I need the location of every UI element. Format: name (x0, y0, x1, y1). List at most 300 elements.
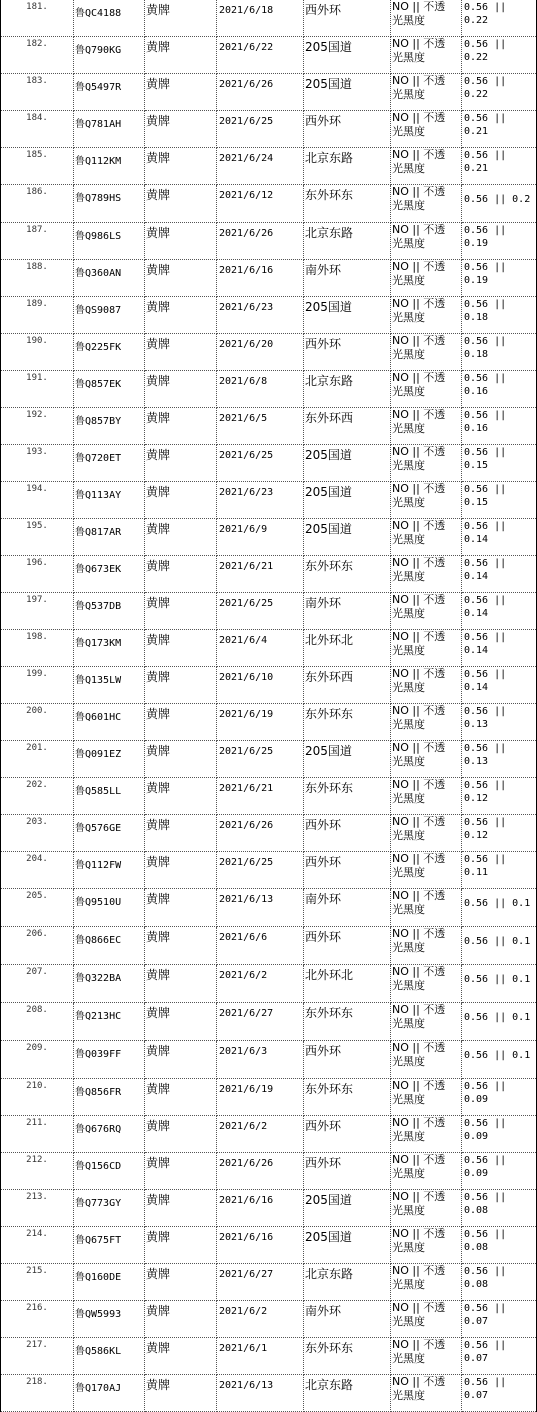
inspection-note-line2: 光黑度 (392, 1389, 425, 1402)
measure-value (462, 482, 537, 519)
plate-number: 鲁Q173KM (74, 630, 145, 667)
inspection-note-line2: 光黑度 (392, 644, 425, 657)
plate-color: 黄牌 (145, 482, 217, 519)
row-index: 211. (1, 1116, 74, 1153)
measure-value (462, 1338, 537, 1375)
measure-value-line1: 0.56 || (464, 632, 507, 643)
inspection-note (391, 223, 462, 260)
record-date: 2021/6/2 (217, 1301, 304, 1338)
measure-value-line1: 0.56 || (464, 225, 507, 236)
plate-color: 黄牌 (145, 1227, 217, 1264)
measure-value (462, 408, 537, 445)
measure-value (462, 1041, 537, 1079)
measure-value (462, 593, 537, 630)
inspection-note (391, 704, 462, 741)
inspection-note (391, 1190, 462, 1227)
inspection-note (391, 111, 462, 148)
inspection-note (391, 1153, 462, 1190)
table-row (1, 1227, 537, 1264)
row-index: 208. (1, 1003, 74, 1041)
plate-number: 鲁Q170AJ (74, 1375, 145, 1412)
inspection-note-line1: NO || 不透 (392, 408, 446, 421)
plate-number: 鲁Q112FW (74, 852, 145, 889)
inspection-note-line1: NO || 不透 (392, 1153, 446, 1166)
measure-value-line1: 0.56 || 0.1 (464, 898, 531, 909)
road-name: 南外环 (304, 889, 391, 927)
measure-value (462, 1116, 537, 1153)
road-name: 东外环东 (304, 1079, 391, 1116)
record-date: 2021/6/12 (217, 185, 304, 223)
record-date: 2021/6/25 (217, 111, 304, 148)
table-row (1, 1264, 537, 1301)
inspection-note (391, 297, 462, 334)
measure-value-line1: 0.56 || (464, 780, 507, 791)
row-index: 188. (1, 260, 74, 297)
road-name: 西外环 (304, 0, 391, 37)
record-date: 2021/6/3 (217, 1041, 304, 1079)
inspection-note (391, 0, 462, 37)
record-date: 2021/6/27 (217, 1003, 304, 1041)
inspection-note (391, 408, 462, 445)
record-date: 2021/6/1 (217, 1338, 304, 1375)
record-date: 2021/6/19 (217, 704, 304, 741)
plate-number: 鲁Q113AY (74, 482, 145, 519)
measure-value (462, 667, 537, 704)
record-date: 2021/6/2 (217, 965, 304, 1003)
row-index: 192. (1, 408, 74, 445)
inspection-note (391, 593, 462, 630)
inspection-note-line1: NO || 不透 (392, 111, 446, 124)
row-index: 207. (1, 965, 74, 1003)
inspection-note-line1: NO || 不透 (392, 223, 446, 236)
row-index: 194. (1, 482, 74, 519)
table-row (1, 1375, 537, 1412)
inspection-note-line1: NO || 不透 (392, 1116, 446, 1129)
plate-number: 鲁Q360AN (74, 260, 145, 297)
road-name: 205国道 (304, 74, 391, 111)
inspection-note-line2: 光黑度 (392, 941, 425, 954)
plate-number: 鲁Q112KM (74, 148, 145, 185)
plate-color: 黄牌 (145, 408, 217, 445)
table-row (1, 1301, 537, 1338)
inspection-note (391, 927, 462, 965)
inspection-note-line1: NO || 不透 (392, 630, 446, 643)
row-index: 214. (1, 1227, 74, 1264)
inspection-note-line2: 光黑度 (392, 1352, 425, 1365)
road-name: 西外环 (304, 334, 391, 371)
road-name: 西外环 (304, 111, 391, 148)
measure-value-line2: 0.14 (464, 571, 489, 582)
plate-number: 鲁Q675FT (74, 1227, 145, 1264)
inspection-note (391, 1227, 462, 1264)
table-row (1, 408, 537, 445)
measure-value (462, 815, 537, 852)
plate-color: 黄牌 (145, 334, 217, 371)
measure-value (462, 1003, 537, 1041)
inspection-note-line1: NO || 不透 (392, 1079, 446, 1092)
road-name: 北外环北 (304, 965, 391, 1003)
road-name: 东外环东 (304, 556, 391, 593)
row-index: 199. (1, 667, 74, 704)
table-row (1, 1079, 537, 1116)
measure-value-line2: 0.12 (464, 793, 489, 804)
inspection-note-line1: NO || 不透 (392, 667, 446, 680)
road-name: 东外环东 (304, 1338, 391, 1375)
measure-value-line2: 0.08 (464, 1279, 489, 1290)
inspection-note-line1: NO || 不透 (392, 593, 446, 606)
record-date: 2021/6/19 (217, 1079, 304, 1116)
table-row (1, 519, 537, 556)
measure-value-line1: 0.56 || (464, 336, 507, 347)
inspection-note-line2: 光黑度 (392, 1130, 425, 1143)
measure-value-line2: 0.14 (464, 682, 489, 693)
measure-value-line2: 0.21 (464, 163, 489, 174)
record-date: 2021/6/27 (217, 1264, 304, 1301)
inspection-note-line1: NO || 不透 (392, 704, 446, 717)
inspection-note-line2: 光黑度 (392, 570, 425, 583)
measure-value-line1: 0.56 || (464, 706, 507, 717)
plate-number: 鲁Q790KG (74, 37, 145, 74)
inspection-note-line2: 光黑度 (392, 496, 425, 509)
measure-value-line2: 0.19 (464, 275, 489, 286)
plate-number: 鲁Q720ET (74, 445, 145, 482)
record-date: 2021/6/25 (217, 593, 304, 630)
inspection-note (391, 889, 462, 927)
measure-value-line1: 0.56 || (464, 484, 507, 495)
inspection-note (391, 371, 462, 408)
record-date: 2021/6/13 (217, 889, 304, 927)
measure-value-line1: 0.56 || (464, 373, 507, 384)
record-date: 2021/6/26 (217, 815, 304, 852)
row-index: 215. (1, 1264, 74, 1301)
measure-value (462, 74, 537, 111)
plate-number: 鲁Q576GE (74, 815, 145, 852)
record-date: 2021/6/2 (217, 1116, 304, 1153)
plate-number: 鲁Q857EK (74, 371, 145, 408)
plate-color: 黄牌 (145, 889, 217, 927)
record-date: 2021/6/26 (217, 223, 304, 260)
inspection-note-line2: 光黑度 (392, 348, 425, 361)
row-index: 187. (1, 223, 74, 260)
record-date: 2021/6/16 (217, 260, 304, 297)
plate-color: 黄牌 (145, 1264, 217, 1301)
table-row (1, 704, 537, 741)
inspection-note (391, 1079, 462, 1116)
plate-color: 黄牌 (145, 778, 217, 815)
measure-value (462, 1079, 537, 1116)
inspection-note-line2: 光黑度 (392, 237, 425, 250)
record-date: 2021/6/21 (217, 778, 304, 815)
measure-value-line2: 0.12 (464, 830, 489, 841)
measure-value (462, 889, 537, 927)
row-index: 190. (1, 334, 74, 371)
record-date: 2021/6/25 (217, 741, 304, 778)
record-date: 2021/6/6 (217, 927, 304, 965)
measure-value (462, 111, 537, 148)
inspection-note-line2: 光黑度 (392, 51, 425, 64)
plate-color: 黄牌 (145, 0, 217, 37)
plate-number: 鲁Q817AR (74, 519, 145, 556)
road-name: 北京东路 (304, 1264, 391, 1301)
measure-value (462, 0, 537, 37)
plate-number: 鲁Q225FK (74, 334, 145, 371)
measure-value-line2: 0.08 (464, 1242, 489, 1253)
inspection-note (391, 667, 462, 704)
road-name: 205国道 (304, 445, 391, 482)
road-name: 西外环 (304, 1153, 391, 1190)
inspection-note (391, 185, 462, 223)
measure-value (462, 519, 537, 556)
measure-value-line1: 0.56 || (464, 447, 507, 458)
measure-value (462, 1375, 537, 1412)
row-index: 185. (1, 148, 74, 185)
inspection-note-line2: 光黑度 (392, 607, 425, 620)
measure-value-line2: 0.16 (464, 423, 489, 434)
record-date: 2021/6/8 (217, 371, 304, 408)
table-row (1, 1153, 537, 1190)
road-name: 西外环 (304, 1041, 391, 1079)
inspection-note-line2: 光黑度 (392, 1204, 425, 1217)
inspection-note (391, 778, 462, 815)
inspection-note-line1: NO || 不透 (392, 1190, 446, 1203)
plate-color: 黄牌 (145, 1116, 217, 1153)
measure-value (462, 556, 537, 593)
inspection-note (391, 1338, 462, 1375)
plate-number: 鲁QW5993 (74, 1301, 145, 1338)
plate-color: 黄牌 (145, 1338, 217, 1375)
inspection-note-line1: NO || 不透 (392, 1301, 446, 1314)
inspection-note-line2: 光黑度 (392, 311, 425, 324)
plate-color: 黄牌 (145, 260, 217, 297)
inspection-note-line1: NO || 不透 (392, 297, 446, 310)
inspection-note (391, 852, 462, 889)
plate-number: 鲁Q322BA (74, 965, 145, 1003)
measure-value-line2: 0.22 (464, 52, 489, 63)
inspection-note-line1: NO || 不透 (392, 889, 446, 902)
road-name: 西外环 (304, 927, 391, 965)
inspection-note-line2: 光黑度 (392, 829, 425, 842)
plate-color: 黄牌 (145, 1003, 217, 1041)
inspection-note-line1: NO || 不透 (392, 371, 446, 384)
measure-value-line1: 0.56 || (464, 1266, 507, 1277)
inspection-note-line1: NO || 不透 (392, 185, 446, 198)
table-body (1, 0, 537, 1412)
inspection-note-line2: 光黑度 (392, 125, 425, 138)
measure-value (462, 1153, 537, 1190)
row-index: 195. (1, 519, 74, 556)
measure-value-line2: 0.09 (464, 1094, 489, 1105)
inspection-note-line1: NO || 不透 (392, 74, 446, 87)
measure-value-line2: 0.14 (464, 608, 489, 619)
measure-value (462, 37, 537, 74)
table-row (1, 1116, 537, 1153)
road-name: 东外环西 (304, 408, 391, 445)
plate-number: 鲁Q676RQ (74, 1116, 145, 1153)
inspection-note-line2: 光黑度 (392, 199, 425, 212)
measure-value-line1: 0.56 || (464, 39, 507, 50)
inspection-note-line1: NO || 不透 (392, 1041, 446, 1054)
measure-value-line1: 0.56 || (464, 1081, 507, 1092)
measure-value-line2: 0.13 (464, 719, 489, 730)
plate-color: 黄牌 (145, 1190, 217, 1227)
road-name: 南外环 (304, 1301, 391, 1338)
measure-value (462, 778, 537, 815)
inspection-note-line2: 光黑度 (392, 681, 425, 694)
measure-value (462, 297, 537, 334)
table-row (1, 1338, 537, 1375)
plate-number: 鲁Q213HC (74, 1003, 145, 1041)
row-index: 200. (1, 704, 74, 741)
plate-number: 鲁QS9087 (74, 297, 145, 334)
plate-color: 黄牌 (145, 927, 217, 965)
inspection-note-line1: NO || 不透 (392, 556, 446, 569)
plate-color: 黄牌 (145, 1041, 217, 1079)
record-date: 2021/6/10 (217, 667, 304, 704)
inspection-note (391, 445, 462, 482)
measure-value-line1: 0.56 || (464, 558, 507, 569)
inspection-note-line2: 光黑度 (392, 1017, 425, 1030)
inspection-note-line2: 光黑度 (392, 903, 425, 916)
measure-value-line1: 0.56 || (464, 1229, 507, 1240)
measure-value-line2: 0.16 (464, 386, 489, 397)
record-date: 2021/6/24 (217, 148, 304, 185)
road-name: 东外环东 (304, 778, 391, 815)
row-index: 213. (1, 1190, 74, 1227)
measure-value-line1: 0.56 || (464, 1155, 507, 1166)
plate-number: 鲁Q537DB (74, 593, 145, 630)
measure-value (462, 371, 537, 408)
plate-number: 鲁Q986LS (74, 223, 145, 260)
road-name: 西外环 (304, 815, 391, 852)
measure-value-line2: 0.07 (464, 1390, 489, 1401)
inspection-note-line1: NO || 不透 (392, 1264, 446, 1277)
table-row (1, 667, 537, 704)
inspection-note-line2: 光黑度 (392, 1241, 425, 1254)
record-date: 2021/6/20 (217, 334, 304, 371)
plate-number: 鲁Q9510U (74, 889, 145, 927)
measure-value-line2: 0.15 (464, 497, 489, 508)
measure-value-line1: 0.56 || (464, 817, 507, 828)
measure-value-line1: 0.56 || (464, 1118, 507, 1129)
table-row (1, 371, 537, 408)
inspection-note (391, 1301, 462, 1338)
row-index: 202. (1, 778, 74, 815)
plate-color: 黄牌 (145, 704, 217, 741)
inspection-note-line2: 光黑度 (392, 1055, 425, 1068)
measure-value-line1: 0.56 || (464, 150, 507, 161)
row-index: 193. (1, 445, 74, 482)
inspection-note (391, 1116, 462, 1153)
plate-number: 鲁Q5497R (74, 74, 145, 111)
plate-number: 鲁Q156CD (74, 1153, 145, 1190)
measure-value-line2: 0.07 (464, 1316, 489, 1327)
road-name: 205国道 (304, 1227, 391, 1264)
inspection-note-line2: 光黑度 (392, 162, 425, 175)
row-index: 183. (1, 74, 74, 111)
inspection-note (391, 556, 462, 593)
inspection-note-line2: 光黑度 (392, 1278, 425, 1291)
measure-value (462, 741, 537, 778)
record-date: 2021/6/23 (217, 297, 304, 334)
measure-value-line1: 0.56 || 0.1 (464, 1012, 531, 1023)
table-row (1, 1041, 537, 1079)
plate-color: 黄牌 (145, 223, 217, 260)
plate-color: 黄牌 (145, 297, 217, 334)
inspection-note-line1: NO || 不透 (392, 1003, 446, 1016)
measure-value (462, 704, 537, 741)
measure-value-line1: 0.56 || (464, 595, 507, 606)
table-row (1, 111, 537, 148)
measure-value-line2: 0.13 (464, 756, 489, 767)
table-row (1, 556, 537, 593)
measure-value-line2: 0.14 (464, 534, 489, 545)
plate-number: 鲁Q857BY (74, 408, 145, 445)
row-index: 182. (1, 37, 74, 74)
table-row (1, 74, 537, 111)
inspection-note-line1: NO || 不透 (392, 37, 446, 50)
inspection-note-line2: 光黑度 (392, 718, 425, 731)
table-row (1, 37, 537, 74)
inspection-note-line1: NO || 不透 (392, 852, 446, 865)
row-index: 191. (1, 371, 74, 408)
inspection-note-line2: 光黑度 (392, 1315, 425, 1328)
inspection-note (391, 37, 462, 74)
road-name: 南外环 (304, 260, 391, 297)
inspection-note-line1: NO || 不透 (392, 519, 446, 532)
plate-number: 鲁Q673EK (74, 556, 145, 593)
road-name: 东外环西 (304, 667, 391, 704)
measure-value-line1: 0.56 || 0.1 (464, 1050, 531, 1061)
plate-color: 黄牌 (145, 630, 217, 667)
inspection-note-line1: NO || 不透 (392, 0, 446, 13)
plate-color: 黄牌 (145, 111, 217, 148)
inspection-note-line2: 光黑度 (392, 979, 425, 992)
table-row (1, 297, 537, 334)
row-index: 181. (1, 0, 74, 37)
measure-value-line1: 0.56 || 0.2 (464, 194, 531, 205)
plate-number: 鲁Q135LW (74, 667, 145, 704)
record-date: 2021/6/21 (217, 556, 304, 593)
table-row (1, 1003, 537, 1041)
inspection-note (391, 1375, 462, 1412)
measure-value-line1: 0.56 || (464, 669, 507, 680)
plate-color: 黄牌 (145, 37, 217, 74)
inspection-note (391, 1003, 462, 1041)
row-index: 212. (1, 1153, 74, 1190)
road-name: 205国道 (304, 37, 391, 74)
inspection-note-line1: NO || 不透 (392, 1338, 446, 1351)
measure-value (462, 1227, 537, 1264)
plate-color: 黄牌 (145, 371, 217, 408)
inspection-note (391, 965, 462, 1003)
measure-value (462, 334, 537, 371)
table-row (1, 965, 537, 1003)
row-index: 210. (1, 1079, 74, 1116)
measure-value-line2: 0.07 (464, 1353, 489, 1364)
plate-color: 黄牌 (145, 1375, 217, 1412)
table-row (1, 482, 537, 519)
inspection-note-line2: 光黑度 (392, 385, 425, 398)
road-name: 东外环东 (304, 704, 391, 741)
measure-value (462, 260, 537, 297)
inspection-note-line1: NO || 不透 (392, 965, 446, 978)
plate-number: 鲁Q789HS (74, 185, 145, 223)
record-date: 2021/6/22 (217, 37, 304, 74)
measure-value (462, 852, 537, 889)
plate-color: 黄牌 (145, 1079, 217, 1116)
plate-color: 黄牌 (145, 815, 217, 852)
measure-value (462, 148, 537, 185)
